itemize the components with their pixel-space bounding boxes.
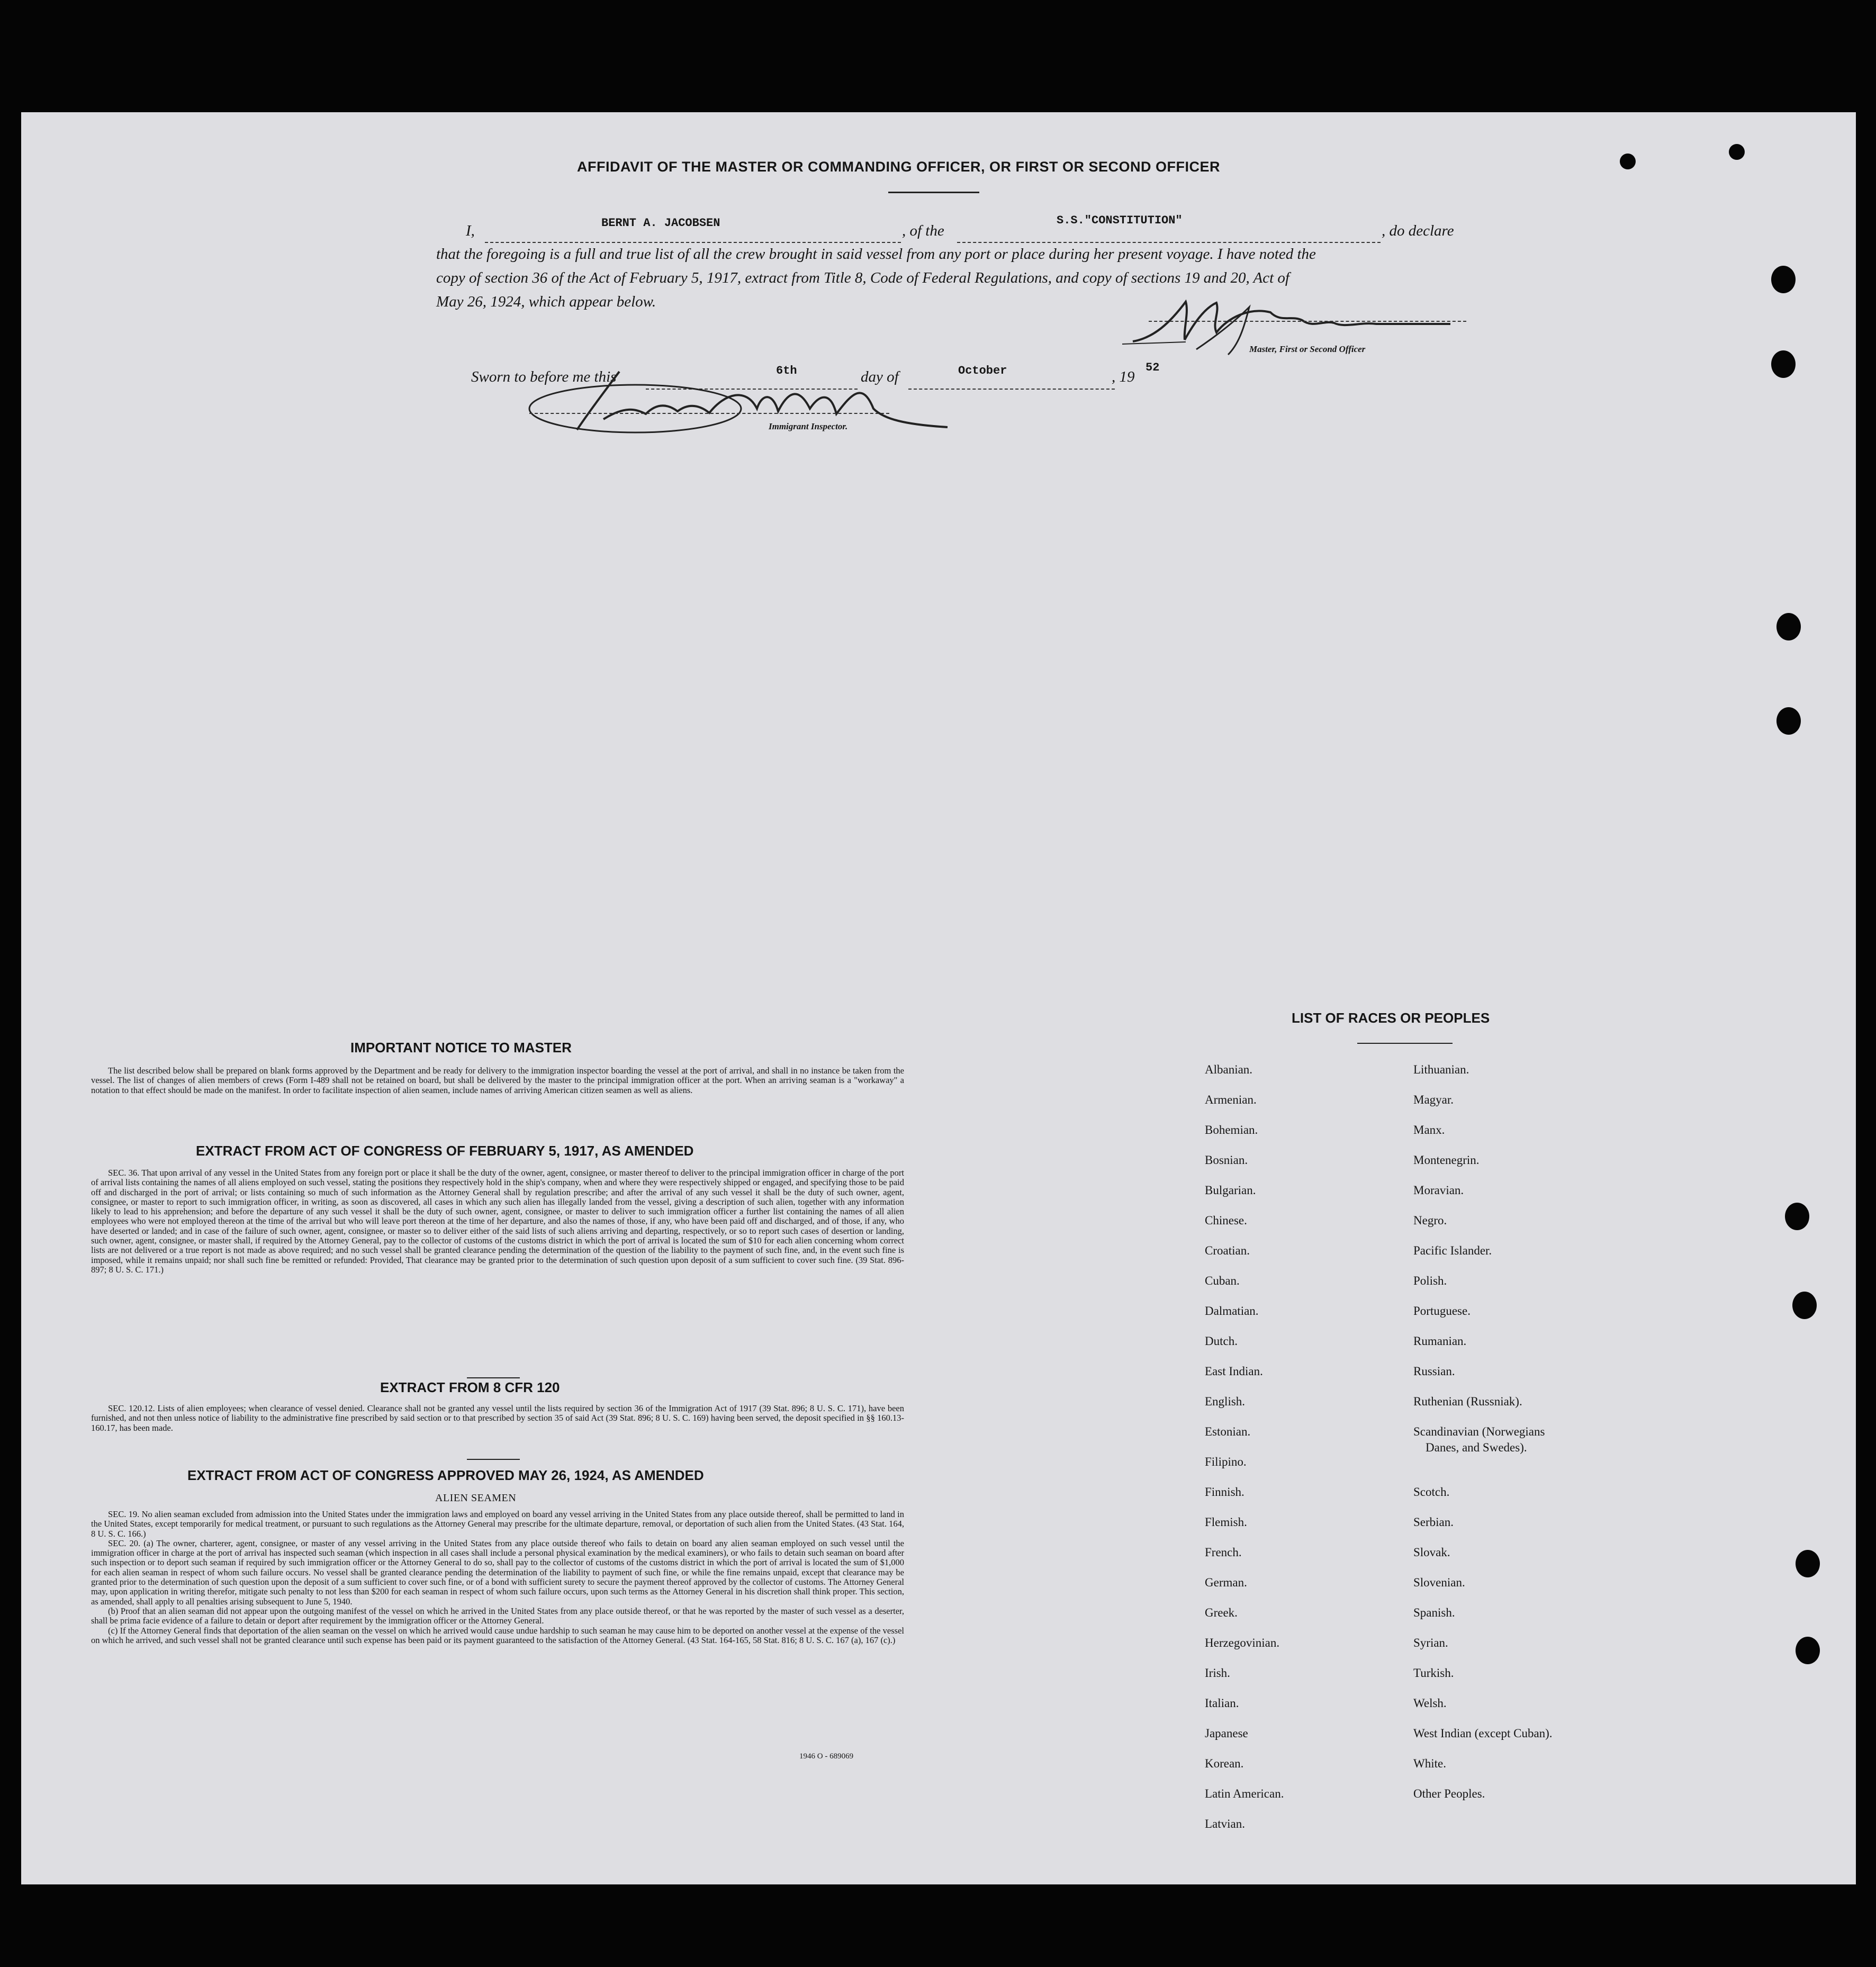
extract-1917-body: SEC. 36. That upon arrival of any vessel in the United States from any foreign port or place it shall be the duty of the owner, agent, consignee, or master thereof to deliver to the principal immigration officer in charge of the port of arrival lists containing the names of all aliens employed on such vessel, stating the positions they respectively hold in the ship's company, when and where they were respectively shipped or engaged, and specifying those to be paid off and discharged in the port of arrival; or lists containing so much of such information as the Attorney General shall by regulation prescribe; and after the arrival of any such vessel it shall be the duty of such owner, agent, consignee, or master to report to such immigration officer, in writing, as soon as discovered, all cases in which any such alien has illegally landed from the vessel, giving a description of such alien, together with any information likely to lead to his apprehension; and before the departure of any such vessel it shall be the duty of such owner, agent, consignee, or master to deliver to such immigration officer a further list containing the names of all alien employees who were not employed thereon at the time of the arrival but who will leave port thereon at the time of her departure, and also the names of those, if any, who have been paid off and discharged, and of those, if any, who have deserted or landed; and in case of the failure of such owner, agent, consignee, or master so to deliver either of the said lists of such aliens arriving and departing, respectively, or so to report such cases of desertion or landing, such owner, agent, consignee, or master shall, if required by the Attorney General, pay to the collector of customs of the customs district in which the port of arrival is located the sum of $10 for each alien concerning whom correct lists are not delivered or a true report is not made as above required; and no such vessel shall be granted clearance pending the determination of the question of the liability to the payment of such fine, and, in the event such fine is imposed, while it remains unpaid; nor shall such fine be remitted or refunded: Provided, That clearance may be granted prior to the determination of such question upon deposit of a sum sufficient to cover such fine. (39 Stat. 896-897; 8 U. S. C. 171.) (91, 1168, 905, 1275)
document-page (21, 112, 1856, 1884)
notice-body: The list described below shall be prepared on blank forms approved by the Department and be ready for delivery to the immigration inspector boarding the vessel at the port of arrival, and shall in no instance be taken from the vessel. The list of changes of alien members of crews (Form I-489 shall not be retained on board, but shall be delivered by the master to the principal immigration officer at the port. When an arriving seaman is a "workaway" a notation to that effect should be made on the manifest. In order to facilitate inspection of alien seamen, include names of arriving American citizen seamen as well as aliens. (91, 1066, 904, 1095)
extract-1924-subtitle: ALIEN SEAMEN (435, 1492, 517, 1504)
race-item: Other Peoples. (1413, 1787, 1485, 1800)
race-item: Flemish. (1205, 1515, 1247, 1529)
race-item: Montenegrin. (1413, 1153, 1480, 1167)
race-item: Latin American. (1205, 1787, 1284, 1800)
binder-hole (1771, 350, 1796, 378)
1924-rule (467, 1459, 520, 1460)
binder-hole (1771, 266, 1796, 293)
binder-hole (1729, 144, 1745, 160)
binder-hole (1796, 1550, 1820, 1577)
notice-title: IMPORTANT NOTICE TO MASTER (350, 1040, 572, 1055)
races-rule (1357, 1043, 1453, 1044)
extract-cfr-body: SEC. 120.12. Lists of alien employees; when clearance of vessel denied. Clearance shall not be granted any vessel until the lists required by section 36 of the Immigration Act of 1917 (39 Stat. 896; 8 U. S. C. 171), have been furnished, and not then unless notice of liability to the administrative fine prescribed by said section or to that prescribed by section 35 of said Act (39 Stat. 896; 8 U. S. C. 169) having been served, the deposit specified in §§ 160.13-160.17, has been made. (91, 1403, 904, 1433)
race-item: Lithuanian. (1413, 1063, 1469, 1076)
race-item: Croatian. (1205, 1244, 1250, 1257)
inspector-caption: Immigrant Inspector. (769, 421, 848, 431)
sworn-day: 6th (776, 364, 797, 377)
race-item: Slovak. (1413, 1546, 1450, 1559)
race-item: Moravian. (1413, 1184, 1464, 1197)
race-item: Turkish. (1413, 1666, 1454, 1680)
race-item: Welsh. (1413, 1697, 1447, 1710)
sworn-label: Sworn to before me this (471, 368, 617, 385)
print-code: 1946 O - 689069 (799, 1752, 854, 1761)
extract-1924-body: SEC. 19. No alien seaman excluded from admission into the United States under the immigration laws and employed on board any vessel arriving in the United States from any place outside thereof, shall be permitted to land in the United States, except temporarily for medical treatment, or pursuant to such regulations as the Attorney General may prescribe for the ultimate departure, removal, or deportation of such alien from the United States. (43 Stat. 164, 8 U. S. C. 166.) SEC. 20. (a) The owner, charterer, agent, consignee, or master of any vessel arriving in the United States from any place outside thereof who fails to detain on board any alien seaman employed on such vessel until the immigration officer in charge at the port of arrival has inspected such seaman (which inspection in all cases shall include a personal physical examination by the medical examiners), or who fails to detain such seaman on board after such inspection or to deport such seaman if required by such immigration officer or the Attorney General to do so, shall pay to the collector of customs of the customs district in which the port of arrival is located the sum of $1,000 for each alien seaman in respect of whom such failure occurs. No vessel shall be granted clearance pending the determination of the liability to payment of such fine, or while the fine remains unpaid, except that clearance may be granted prior to the determination of such question upon the deposit of a sum sufficient to cover such fine, or of a bond with sufficient surety to secure the payment thereof approved by the collector of customs. The Attorney General may, upon application in writing therefor, mitigate such penalty to not less than $200 for each seaman in respect of whom such failure occurs, upon such terms as the Attorney General in his discretion shall think proper. This section, as amended, shall apply to all penalties arising subsequent to June 5, 1940. (b) Proof that an alien seaman did not appear upon the outgoing manifest of the vessel on which he arrived in the United States from any place outside thereof, or that he was reported by the master of such vessel as a deserter, shall be prima facie evidence of a failure to detain or deport after requirement by the immigration officer or the Attorney General. (c) If the Attorney General finds that deportation of the alien seaman on the vessel on which he arrived would cause undue hardship to such seaman he may cause him to be deported on another vessel at the expense of the vessel on which he arrived, and such vessel shall not be granted clearance until such expense has been paid or its payment guaranteed to the satisfaction of the Attorney General. (43 Stat. 164-165, 58 Stat. 816; 8 U. S. C. 167 (a), 167 (c).) (91, 1509, 904, 1645)
binder-hole (1792, 1292, 1817, 1319)
race-item: German. (1205, 1576, 1247, 1589)
affidavit-i-label: I, (466, 222, 475, 239)
race-item: Scandinavian (Norwegians Danes, and Swedes). (1413, 1425, 1545, 1454)
race-item: White. (1413, 1757, 1446, 1770)
race-item: Scotch. (1413, 1485, 1450, 1499)
race-item: Cuban. (1205, 1274, 1240, 1287)
vessel-name-line (957, 226, 1381, 243)
race-item: Ruthenian (Russniak). (1413, 1395, 1522, 1408)
race-item: Japanese (1205, 1727, 1248, 1740)
race-item: Slovenian. (1413, 1576, 1465, 1589)
race-item: Pacific Islander. (1413, 1244, 1492, 1257)
race-item: Spanish. (1413, 1606, 1455, 1619)
race-item: Dutch. (1205, 1334, 1238, 1348)
race-item: Greek. (1205, 1606, 1238, 1619)
inspector-signature-line (529, 413, 889, 414)
affidavit-line-3: copy of section 36 of the Act of February 5, 1917, extract from Title 8, Code of Federal Regulations, and copy of sections 19 and 20, Act of (436, 269, 1289, 286)
race-item: Latvian. (1205, 1817, 1245, 1830)
bleed-through-mark (152, 144, 174, 155)
year-prefix: , 19 (1112, 368, 1135, 385)
officer-name: BERNT A. JACOBSEN (601, 216, 720, 230)
race-item: East Indian. (1205, 1365, 1263, 1378)
race-item: Negro. (1413, 1214, 1447, 1227)
affidavit-declare-label: , do declare (1382, 222, 1454, 239)
master-signature-line (1149, 321, 1466, 322)
race-item: Finnish. (1205, 1485, 1244, 1499)
race-item: Korean. (1205, 1757, 1244, 1770)
races-left-column (1205, 1062, 1284, 1846)
extract-cfr-title: EXTRACT FROM 8 CFR 120 (380, 1379, 560, 1395)
affidavit-line-2: that the foregoing is a full and true list of all the crew brought in said vessel from any port or place during her present voyage. I have noted the (436, 246, 1316, 263)
sworn-year: 52 (1146, 361, 1160, 374)
cfr-rule (467, 1377, 520, 1378)
race-item: Estonian. (1205, 1425, 1251, 1438)
binder-hole (1620, 154, 1636, 169)
sworn-month: October (958, 364, 1007, 377)
race-item: French. (1205, 1546, 1242, 1559)
race-item: Italian. (1205, 1697, 1239, 1710)
day-of-label: day of (861, 368, 899, 385)
races-title: LIST OF RACES OR PEOPLES (1292, 1010, 1490, 1026)
race-item: Bulgarian. (1205, 1184, 1256, 1197)
race-item: Portuguese. (1413, 1304, 1471, 1318)
binder-hole (1776, 707, 1801, 735)
vessel-name: S.S."CONSTITUTION" (1057, 214, 1183, 227)
race-item: Serbian. (1413, 1515, 1454, 1529)
title-rule (888, 192, 979, 193)
race-item: Armenian. (1205, 1093, 1257, 1106)
race-item: Syrian. (1413, 1636, 1448, 1649)
race-item: Chinese. (1205, 1214, 1247, 1227)
extract-1917-title: EXTRACT FROM ACT OF CONGRESS OF FEBRUARY 5, 1917, AS AMENDED (196, 1143, 694, 1159)
race-item: Polish. (1413, 1274, 1447, 1287)
race-item: West Indian (except Cuban). (1413, 1727, 1553, 1740)
race-item: English. (1205, 1395, 1246, 1408)
race-item: Herzegovinian. (1205, 1636, 1280, 1649)
race-item: Albanian. (1205, 1063, 1253, 1076)
binder-hole (1785, 1203, 1809, 1230)
affidavit-line-4: May 26, 1924, which appear below. (436, 293, 656, 310)
race-item: Irish. (1205, 1666, 1230, 1680)
extract-1924-title: EXTRACT FROM ACT OF CONGRESS APPROVED MAY 26, 1924, AS AMENDED (187, 1467, 704, 1483)
binder-hole (1796, 1637, 1820, 1664)
race-item: Dalmatian. (1205, 1304, 1259, 1318)
binder-hole (1776, 613, 1801, 640)
race-item: Filipino. (1205, 1455, 1247, 1468)
race-item: Russian. (1413, 1365, 1455, 1378)
races-right-column (1413, 1062, 1553, 1816)
affidavit-of-the-label: , of the (902, 222, 944, 239)
race-item: Magyar. (1413, 1093, 1454, 1106)
inspector-signature (524, 361, 958, 446)
race-item: Manx. (1413, 1123, 1445, 1136)
race-item: Bosnian. (1205, 1153, 1248, 1167)
master-caption: Master, First or Second Officer (1249, 344, 1366, 354)
race-item: Bohemian. (1205, 1123, 1258, 1136)
affidavit-title: AFFIDAVIT OF THE MASTER OR COMMANDING OFFICER, OR FIRST OR SECOND OFFICER (577, 159, 1220, 175)
race-item: Rumanian. (1413, 1334, 1467, 1348)
